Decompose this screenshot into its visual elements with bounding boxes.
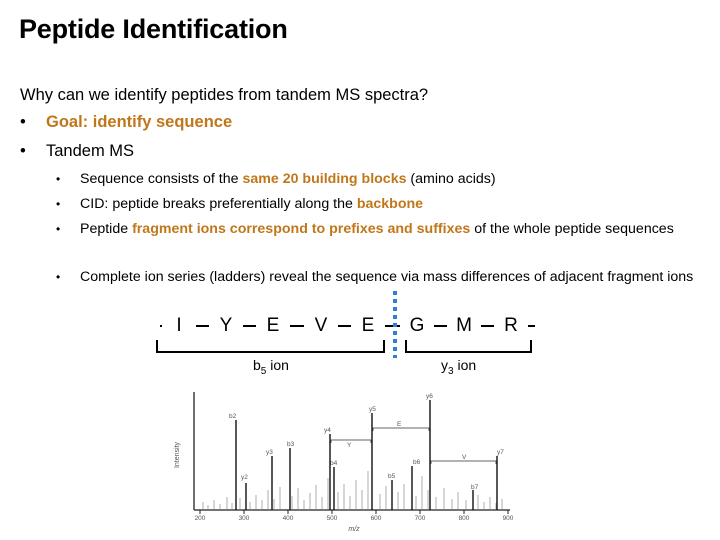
ion-suffix: ion bbox=[266, 357, 289, 373]
highlight-segment: fragment ions correspond to prefixes and suffixes bbox=[132, 221, 471, 237]
peak-label: V bbox=[462, 454, 467, 461]
text-segment: CID: peptide breaks preferentially along the bbox=[80, 196, 357, 212]
peak-label: E bbox=[397, 421, 402, 428]
peak-label: y3 bbox=[266, 449, 273, 456]
text-segment: Peptide bbox=[80, 221, 133, 237]
x-tick-label: 700 bbox=[414, 515, 426, 522]
peak-label: b3 bbox=[287, 441, 295, 448]
y-axis-label: Intensity bbox=[174, 441, 181, 469]
ion-index: 3 bbox=[448, 365, 454, 377]
peak-label: y2 bbox=[241, 474, 248, 481]
residue: I bbox=[162, 313, 196, 339]
ion-suffix: ion bbox=[453, 357, 477, 373]
highlight-segment: same 20 building blocks bbox=[242, 171, 407, 187]
highlight-segment: backbone bbox=[356, 196, 424, 212]
x-tick-label: 900 bbox=[502, 515, 514, 522]
x-tick-label: 400 bbox=[282, 515, 294, 522]
bullet-tandem-ms-text: Tandem MS bbox=[46, 142, 135, 160]
x-tick-label: 800 bbox=[458, 515, 470, 522]
peak-label: y5 bbox=[369, 406, 376, 413]
text-segment: of the whole peptide sequences bbox=[470, 221, 674, 237]
peak-label: y6 bbox=[426, 393, 433, 400]
mass-diff-v bbox=[431, 461, 496, 464]
peak-label: b5 bbox=[388, 473, 396, 480]
mass-diff-e bbox=[373, 428, 429, 431]
peak-label: Y bbox=[347, 442, 352, 449]
bullet-goal-text: Goal: identify sequence bbox=[46, 113, 233, 131]
sub-bullet-marker: • bbox=[56, 172, 61, 186]
residue: E bbox=[351, 313, 385, 339]
intro-question: Why can we identify peptides from tandem MS spectra? bbox=[20, 86, 429, 104]
residue: V bbox=[304, 313, 338, 339]
x-tick-label: 600 bbox=[370, 515, 382, 522]
x-tick-label: 300 bbox=[238, 515, 250, 522]
sub-bullet-marker: • bbox=[56, 222, 61, 236]
residue: M bbox=[447, 313, 481, 339]
peak-label: y4 bbox=[324, 427, 331, 434]
peak-label: b2 bbox=[229, 413, 237, 420]
bullet-marker: • bbox=[20, 113, 26, 131]
residue: E bbox=[256, 313, 290, 339]
residue: R bbox=[494, 313, 528, 339]
text-segment: Sequence consists of the bbox=[80, 171, 243, 187]
x-axis-label: m/z bbox=[348, 526, 360, 533]
x-tick-label: 200 bbox=[194, 515, 206, 522]
ion-base: b bbox=[253, 357, 261, 373]
peak-label: b7 bbox=[471, 484, 479, 491]
residue: G bbox=[400, 313, 434, 339]
text-segment: Complete ion series (ladders) reveal the sequence via mass differences of adjacent fragment ions bbox=[80, 269, 694, 285]
ion-index: 5 bbox=[260, 365, 267, 377]
ion-base: y bbox=[441, 357, 448, 373]
sub-bullet-marker: • bbox=[56, 270, 61, 284]
bullet-marker: • bbox=[20, 142, 26, 160]
peak-label: y7 bbox=[497, 449, 504, 456]
text-segment: (amino acids) bbox=[406, 171, 496, 187]
peak-label: b6 bbox=[413, 459, 421, 466]
peak-label: b4 bbox=[330, 460, 338, 467]
sub-bullet-marker: • bbox=[56, 197, 61, 211]
x-tick-label: 500 bbox=[326, 515, 338, 522]
page-title: Peptide Identification bbox=[19, 14, 288, 44]
residue: Y bbox=[209, 313, 243, 339]
